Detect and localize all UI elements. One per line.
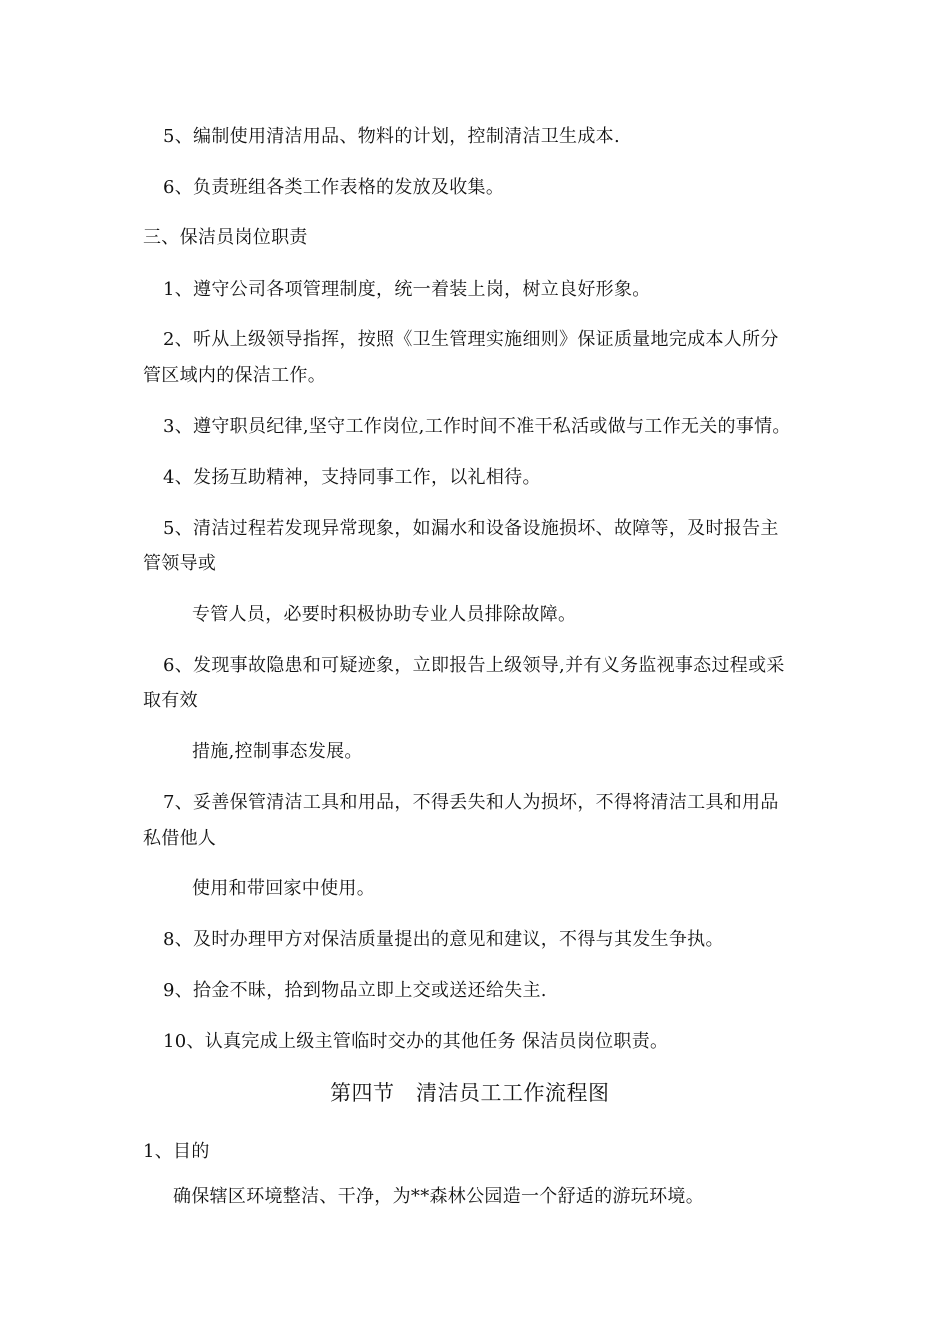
cleaner-duty-4: 4、发扬互助精神，支持同事工作，以礼相待。	[163, 467, 541, 488]
duty-item-5-cost-control: 5、编制使用清洁用品、物料的计划，控制清洁卫生成本.	[163, 126, 620, 147]
cleaner-duty-6-continued: 取有效	[143, 690, 198, 711]
cleaner-duty-7: 7、妥善保管清洁工具和用品，不得丢失和人为损坏，不得将清洁工具和用品	[163, 792, 779, 813]
cleaner-duty-1: 1、遵守公司各项管理制度，统一着装上岗，树立良好形象。	[163, 279, 651, 300]
cleaner-duty-5-continued: 管领导或	[143, 553, 217, 574]
cleaner-duty-6-indent: 措施,控制事态发展。	[192, 741, 363, 762]
cleaner-duty-8: 8、及时办理甲方对保洁质量提出的意见和建议，不得与其发生争执。	[163, 929, 724, 950]
cleaner-duty-2: 2、听从上级领导指挥，按照《卫生管理实施细则》保证质量地完成本人所分	[163, 329, 779, 350]
duty-item-6-forms: 6、负责班组各类工作表格的发放及收集。	[163, 177, 505, 198]
cleaner-duty-5: 5、清洁过程若发现异常现象，如漏水和设备设施损坏、故障等，及时报告主	[163, 518, 779, 539]
purpose-text: 确保辖区环境整洁、干净，为**森林公园造一个舒适的游玩环境。	[173, 1186, 704, 1207]
purpose-heading: 1、目的	[143, 1141, 210, 1162]
cleaner-duty-7-continued: 私借他人	[143, 828, 217, 849]
cleaner-duty-9: 9、拾金不昧，拾到物品立即上交或送还给失主.	[163, 980, 547, 1001]
section-heading-cleaner-duties: 三、保洁员岗位职责	[143, 227, 308, 248]
cleaner-duty-5-indent: 专管人员，必要时积极协助专业人员排除故障。	[192, 604, 577, 625]
cleaner-duty-6: 6、发现事故隐患和可疑迹象，立即报告上级领导,并有义务监视事态过程或采	[163, 655, 785, 676]
cleaner-duty-7-indent: 使用和带回家中使用。	[192, 878, 375, 899]
section-title-workflow: 第四节 清洁员工工作流程图	[330, 1081, 610, 1105]
cleaner-duty-3: 3、遵守职员纪律,坚守工作岗位,工作时间不准干私活或做与工作无关的事情。	[163, 416, 791, 437]
cleaner-duty-10: 10、认真完成上级主管临时交办的其他任务 保洁员岗位职责。	[163, 1031, 669, 1052]
cleaner-duty-2-continued: 管区域内的保洁工作。	[143, 365, 326, 386]
